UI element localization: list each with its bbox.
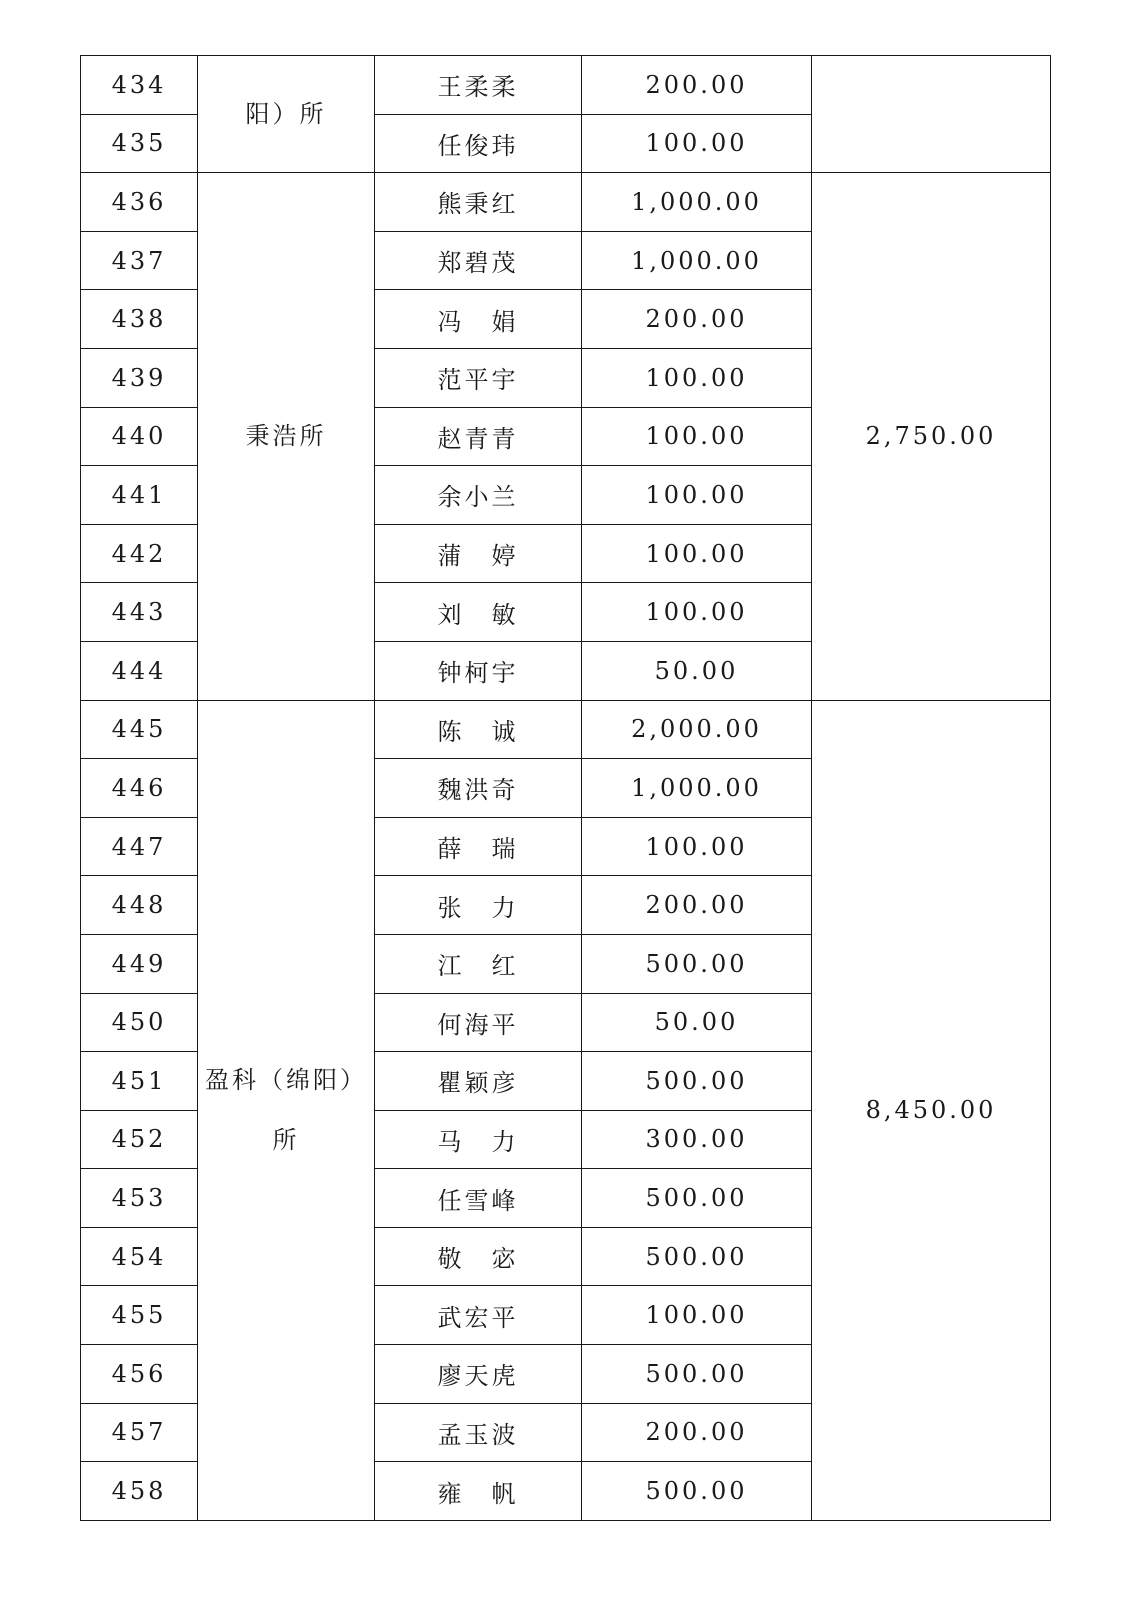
row-number: 442	[81, 524, 198, 583]
table-row	[81, 56, 1051, 115]
row-number: 441	[81, 466, 198, 525]
donation-amount: 50.00	[582, 993, 812, 1052]
donor-name: 孟玉波	[375, 1403, 582, 1462]
donor-name: 王柔柔	[375, 56, 582, 115]
donation-amount: 1,000.00	[582, 173, 812, 232]
row-number: 453	[81, 1169, 198, 1228]
donation-amount: 100.00	[582, 524, 812, 583]
firm-subtotal	[812, 56, 1051, 173]
donation-amount: 500.00	[582, 1052, 812, 1111]
donation-amount: 1,000.00	[582, 231, 812, 290]
row-number: 444	[81, 641, 198, 700]
donor-name: 范平宇	[375, 348, 582, 407]
row-number: 456	[81, 1345, 198, 1404]
donation-amount: 100.00	[582, 114, 812, 173]
donation-amount: 50.00	[582, 641, 812, 700]
row-number: 434	[81, 56, 198, 115]
donor-name: 敬 宓	[375, 1227, 582, 1286]
firm-subtotal: 2,750.00	[812, 173, 1051, 700]
row-number: 439	[81, 348, 198, 407]
donation-amount: 300.00	[582, 1110, 812, 1169]
donor-name: 廖天虎	[375, 1345, 582, 1404]
donor-name: 余小兰	[375, 466, 582, 525]
row-number: 451	[81, 1052, 198, 1111]
donor-name: 武宏平	[375, 1286, 582, 1345]
donation-table	[80, 55, 1051, 1521]
donation-amount: 500.00	[582, 1227, 812, 1286]
row-number: 452	[81, 1110, 198, 1169]
firm-name-line: 秉浩所	[245, 422, 327, 451]
table-row	[81, 700, 1051, 759]
donor-name: 瞿颖彦	[375, 1052, 582, 1111]
donor-name: 冯 娟	[375, 290, 582, 349]
donor-name: 任俊玮	[375, 114, 582, 173]
row-number: 446	[81, 759, 198, 818]
donor-name: 钟柯宇	[375, 641, 582, 700]
donor-name: 雍 帆	[375, 1462, 582, 1521]
row-number: 435	[81, 114, 198, 173]
donation-amount: 200.00	[582, 1403, 812, 1462]
donor-name: 赵青青	[375, 407, 582, 466]
firm-name-line: 阳）所	[245, 100, 327, 129]
donation-amount: 200.00	[582, 290, 812, 349]
donor-name: 蒲 婷	[375, 524, 582, 583]
row-number: 437	[81, 231, 198, 290]
donor-name: 张 力	[375, 876, 582, 935]
donor-name: 刘 敏	[375, 583, 582, 642]
donation-table-body	[81, 56, 1051, 1521]
row-number: 454	[81, 1227, 198, 1286]
donor-name: 陈 诚	[375, 700, 582, 759]
firm-name-line: 所	[272, 1126, 300, 1155]
donation-amount: 100.00	[582, 817, 812, 876]
row-number: 448	[81, 876, 198, 935]
row-number: 447	[81, 817, 198, 876]
row-number: 457	[81, 1403, 198, 1462]
donor-name: 魏洪奇	[375, 759, 582, 818]
donation-amount: 500.00	[582, 1462, 812, 1521]
table-row	[81, 173, 1051, 232]
row-number: 455	[81, 1286, 198, 1345]
donation-amount: 200.00	[582, 876, 812, 935]
firm-name-cell	[198, 700, 375, 1520]
donor-name: 江 红	[375, 934, 582, 993]
donation-amount: 100.00	[582, 407, 812, 466]
donation-amount: 100.00	[582, 466, 812, 525]
donor-name: 薛 瑞	[375, 817, 582, 876]
donation-amount: 100.00	[582, 348, 812, 407]
row-number: 445	[81, 700, 198, 759]
row-number: 438	[81, 290, 198, 349]
row-number: 436	[81, 173, 198, 232]
donation-amount: 100.00	[582, 1286, 812, 1345]
firm-name-cell	[198, 56, 375, 173]
donor-name: 任雪峰	[375, 1169, 582, 1228]
row-number: 450	[81, 993, 198, 1052]
row-number: 440	[81, 407, 198, 466]
donation-amount: 500.00	[582, 1345, 812, 1404]
donation-amount: 100.00	[582, 583, 812, 642]
donation-amount: 500.00	[582, 934, 812, 993]
row-number: 443	[81, 583, 198, 642]
donation-amount: 500.00	[582, 1169, 812, 1228]
donor-name: 郑碧茂	[375, 231, 582, 290]
donor-name: 熊秉红	[375, 173, 582, 232]
donor-name: 马 力	[375, 1110, 582, 1169]
firm-name-line: 盈科（绵阳）	[205, 1066, 367, 1095]
donor-name: 何海平	[375, 993, 582, 1052]
firm-name-cell	[198, 173, 375, 700]
donation-amount: 2,000.00	[582, 700, 812, 759]
donation-amount: 200.00	[582, 56, 812, 115]
firm-subtotal: 8,450.00	[812, 700, 1051, 1520]
row-number: 458	[81, 1462, 198, 1521]
row-number: 449	[81, 934, 198, 993]
donation-amount: 1,000.00	[582, 759, 812, 818]
